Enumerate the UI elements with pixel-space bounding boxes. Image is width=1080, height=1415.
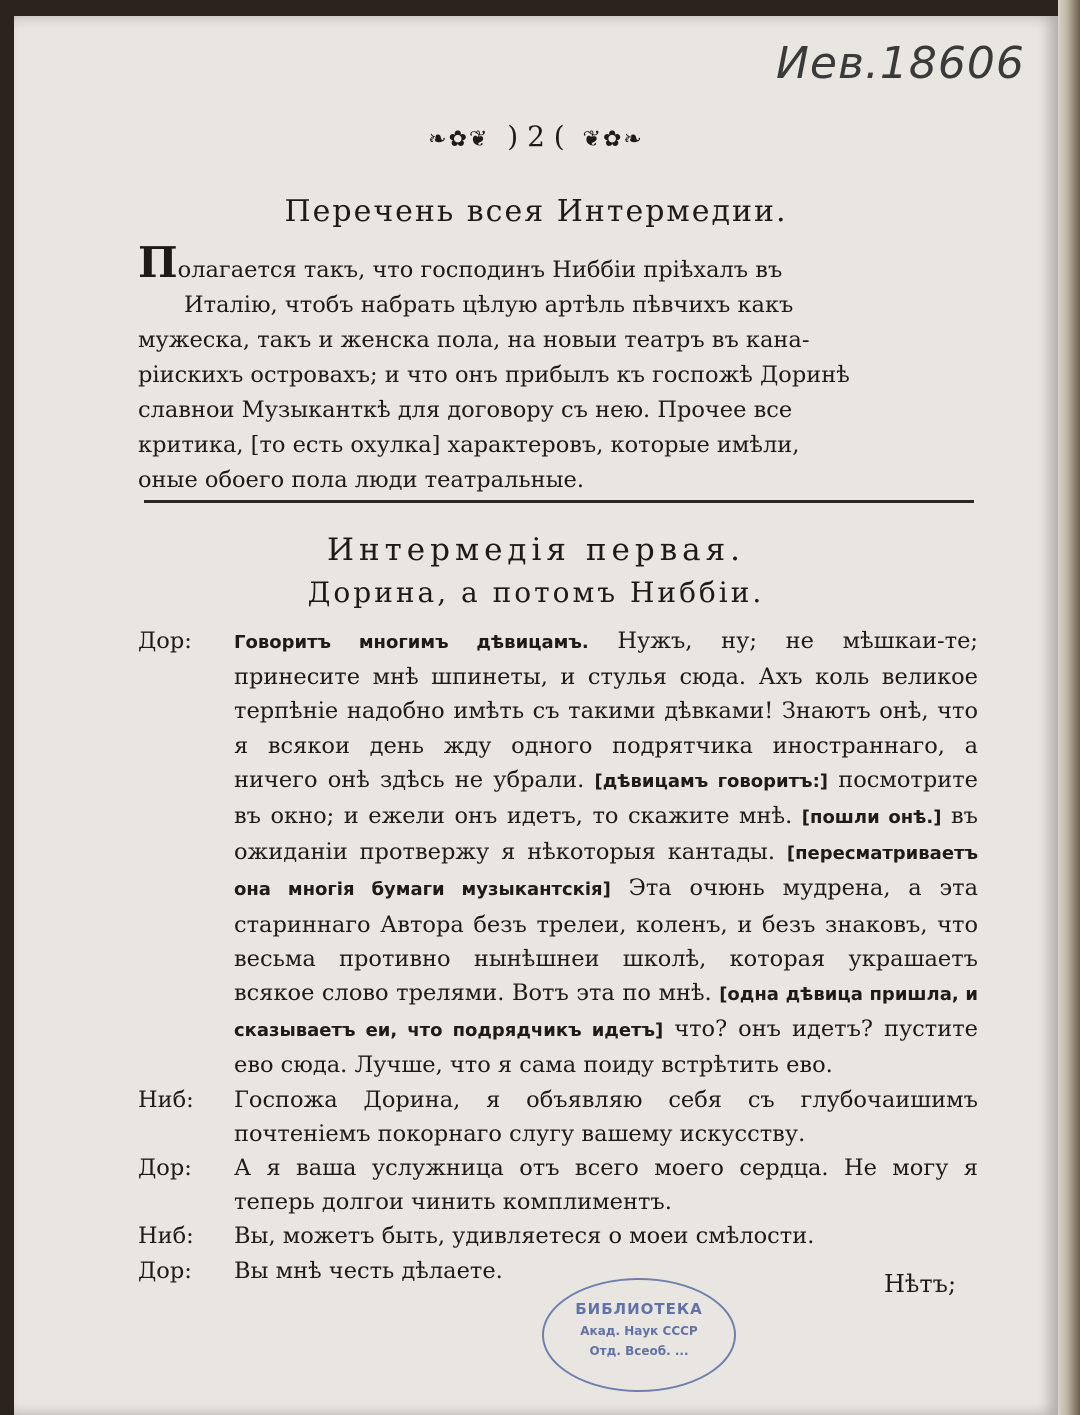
speech-segment: Эта очюнь мудрена, а эта стариннаго Автора безъ трелеи, коленъ, и безъ знаковъ, что весьма противно нынѣшнеи школѣ, которая украшаетъ всякое слово трелями. Вотъ эта по мнѣ. (234, 875, 978, 1007)
argument-line: Италію, чтобъ набрать цѣлую артѣль пѣвчихъ какъ (184, 292, 794, 318)
page-number: ) 2 ( (507, 120, 565, 153)
argument-line: ріискихъ островахъ; и что онъ прибылъ къ госпожѣ Доринѣ (138, 362, 850, 388)
argument-line: славнои Музыканткѣ для договору съ нею. Прочее все (138, 397, 793, 423)
stamp-line: БИБЛИОТЕКА (575, 1300, 703, 1318)
intermedia-title: Интермедія первая. (326, 532, 746, 568)
speech-text (234, 624, 978, 1083)
page-edge (1058, 0, 1080, 1415)
speech-segment: Нужъ, ну; не мѣшкаи-те; принесите мнѣ шпинеты, и стулья сюда. Ахъ коль великое терпѣніе надобно имѣть съ такими дѣвками! Знаютъ онѣ, что я всякои день жду одного подрятчика иностраннаго, а ничего онѣ здѣсь не убрали. (234, 628, 978, 793)
stage-direction: [пошли онѣ.] (801, 807, 942, 829)
speech-segment: Вы мнѣ честь дѣлаете. (234, 1257, 503, 1284)
argument-line: оные обоего пола люди театральные. (138, 467, 585, 493)
library-stamp (542, 1278, 736, 1392)
stage-direction: [дѣвицамъ говоритъ:] (594, 770, 828, 792)
drop-cap: П (138, 238, 178, 287)
dialogue-entry (138, 1254, 978, 1288)
catchword: Нѣтъ; (884, 1270, 957, 1298)
stage-direction: Говоритъ многимъ дѣвицамъ. (234, 632, 589, 653)
speech-segment: Госпожа Дорина, я объявляю себя съ глубочаишимъ почтеніемъ покорнаго слугу вашему искусству. (234, 1086, 978, 1147)
speech-segment: Вы, можетъ быть, удивляетеся о моеи смѣлости. (234, 1223, 815, 1250)
argument-paragraph (138, 238, 968, 498)
stage-direction: [одна дѣвица пришла, и сказываетъ еи, что подрядчикъ идетъ] (234, 984, 978, 1042)
book-page (14, 16, 1058, 1415)
speaker-label: Ниб: (138, 1223, 194, 1250)
speaker-label: Дор: (138, 628, 192, 654)
stage-direction: [пересматриваетъ она многія бумаги музыкантскія] (234, 843, 978, 901)
section-divider (144, 500, 974, 503)
speech-segment: посмотрите въ окно; и ежели онъ идетъ, то скажите мнѣ. (234, 766, 978, 830)
speech-segment: въ ожиданіи протвержу я нѣкоторыя кантады. (234, 803, 978, 866)
stamp-line: Акад. Наук СССР (580, 1324, 698, 1338)
speech-segment: А я ваша услужница отъ всего моего сердца. Не могу я теперь долгои чинить комплиментъ. (234, 1155, 978, 1216)
argument-title: Перечень всея Интермедии. (284, 194, 788, 229)
speech-text (234, 1151, 978, 1219)
page-header (14, 120, 1058, 153)
argument-line: критика, [то есть охулка] характеровъ, которые имѣли, (138, 432, 800, 458)
ornament-right-icon: ❦✿❧ (582, 127, 644, 152)
speaker-label: Ниб: (138, 1086, 194, 1113)
dialogue (138, 624, 978, 1288)
speech-text (234, 1083, 978, 1151)
stamp-line: Отд. Всеоб. ... (589, 1344, 689, 1358)
speech-segment: что? онъ идетъ? пустите ево сюда. Лучше, что я сама поиду встрѣтить ево. (234, 1016, 978, 1079)
intermedia-subtitle: Дорина, а потомъ Ниббіи. (307, 576, 765, 609)
dialogue-entry (138, 1151, 978, 1219)
ornament-left-icon: ❧✿❦ (428, 127, 490, 152)
dialogue-entry (138, 624, 978, 1083)
argument-line: Полагается такъ, что господинъ Ниббіи пріѣхалъ въ (138, 238, 783, 287)
dialogue-entry (138, 1219, 978, 1253)
speaker-label: Дор: (138, 1155, 192, 1182)
speaker-label: Дор: (138, 1257, 192, 1284)
shelfmark: Иев.18606 (776, 38, 1025, 89)
argument-line: мужеска, такъ и женска пола, на новыи театръ въ кана- (138, 327, 810, 353)
speech-text (234, 1219, 978, 1253)
dialogue-entry (138, 1083, 978, 1151)
